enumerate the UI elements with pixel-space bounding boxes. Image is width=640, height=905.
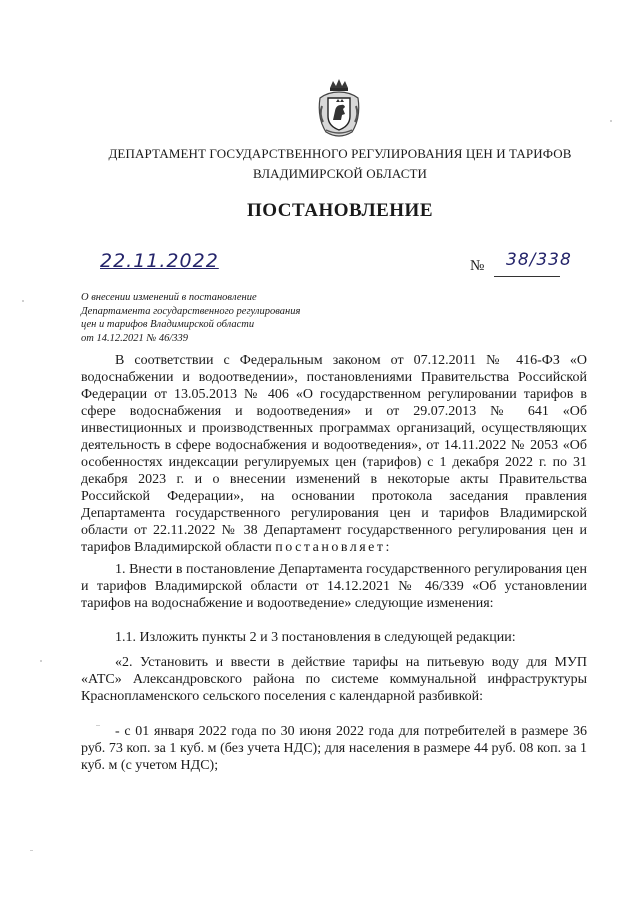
coat-of-arms-icon [314,78,364,140]
department-name-line2: ВЛАДИМИРСКОЙ ОБЛАСТИ [252,166,428,181]
item-1-1-paragraph: 1.1. Изложить пункты 2 и 3 постановления в следующей редакции: [115,630,516,645]
number-sign: № [470,258,485,274]
scan-speck [96,725,100,726]
document-number: 38/338 [506,250,572,270]
document-title: ПОСТАНОВЛЕНИЕ [246,200,434,221]
preamble-text: В соответствии с Федеральным законом от 07.12.2011 № 416-ФЗ «О водоснабжении и водоотведении», постановлениями Правительства Российской Федерации от 13.05.2013 № 406 «О государственном регулировании тарифов в сфере водоснабжения и водоотведения» и от 29.07.2013 № 641 «Об инвестиционных и производственных программах организаций, осуществляющих деятельность в сфере водоснабжения и водоотведения», от 14.11.2022 № 2053 «Об особенностях индексации регулируемых цен (тарифов) с 1 декабря 2022 г. по 31 декабря 2023 г. и о внесении изменений в некоторые акты Правительства Российской Федерации», на основании протокола заседания правления Департамента государственного регулирования цен и тарифов Владимирской области от 22.11.2022 № 38 Департамент государственного регулирования цен и тарифов Владимирской области [81,353,587,555]
decree-keyword: постановляет: [275,540,392,555]
subject-line: цен и тарифов Владимирской области [81,319,255,330]
preamble-paragraph [81,352,587,556]
subject-line: от 14.12.2021 № 46/339 [81,332,189,344]
document-date: 22.11.2022 [100,250,219,272]
tariff-bullet-paragraph: - с 01 января 2022 года по 30 июня 2022 года для потребителей в размере 36 руб. 73 коп. за 1 куб. м (без учета НДС); для населения в размере 44 руб. 08 коп. за 1 куб. м (с учетом НДС); [81,724,587,773]
subject-line: Департамента государственного регулирования [81,305,301,317]
item-1-paragraph: 1. Внести в постановление Департамента государственного регулирования цен и тарифов Владимирской области от 14.12.2021 № 46/339 «Об установлении тарифов на водоснабжение и водоотведение» следующие изменения: [81,562,587,611]
scan-speck [40,660,42,662]
scan-speck [610,120,612,122]
scan-speck [22,300,24,302]
subject-line: О внесении изменений в постановление [81,292,257,303]
item-2-paragraph: «2. Установить и ввести в действие тарифы на питьевую воду для МУП «АТС» Александровского района по системе коммунальной инфраструктуры Краснопламенского сельского поселения с календарной разбивкой: [81,655,587,704]
department-name-line1: ДЕПАРТАМЕНТ ГОСУДАРСТВЕННОГО РЕГУЛИРОВАНИЯ ЦЕН И ТАРИФОВ [108,146,572,161]
document-subject [81,291,321,345]
scan-speck [30,850,33,851]
number-underline [494,276,560,277]
